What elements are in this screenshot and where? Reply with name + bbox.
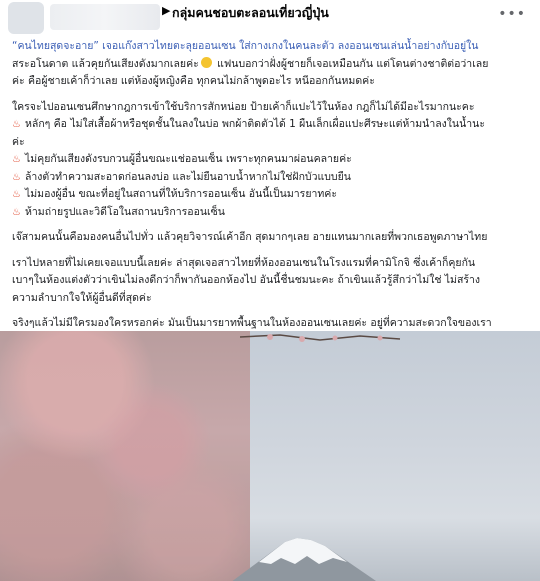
group-name-link[interactable]: กลุ่มคนชอบตะลอนเที่ยวญี่ปุ่น xyxy=(172,5,329,20)
post-line-text: หลักๆ คือ ไม่ใส่เสื้อผ้าหรือชุดชั้นในลงในบ่อ พกผ้าติดตัวได้ 1 ผืนเล็กเผื่อแปะศีรษะแต่ห้ามนำลงในน้ำนะ xyxy=(24,118,485,130)
post-paragraph xyxy=(12,99,532,222)
post-line xyxy=(12,151,532,169)
post-line: เราไปหลายที่ไม่เคยเจอแบบนี้เลยค่ะ ล่าสุดเจอสาวไทยที่ห้องออนเซนในโรงแรมที่คามิโกจิ ซึ่งเค้าก็คุยกัน xyxy=(12,256,476,269)
post-line: ใครจะไปออนเซนศึกษากฎการเข้าใช้บริการสักหน่อย ป้ายเค้าก็แปะไว้ในห้อง กฎก็ไม่ได้มีอะไรมากนะคะ xyxy=(12,100,475,113)
chevron-right-icon: ▶ xyxy=(162,4,171,17)
post-line xyxy=(12,38,532,56)
post-line-text: “คนไทยสุดจะอาย” เจอแก๊งสาวไทยตะลุยออนเซน ใส่กางเกงในคนละตัว ลงออนเซนเล่นน้ำอย่างกับอยู่ใน xyxy=(12,40,479,52)
post-line-text: แฟนบอกว่าฝั่งผู้ชายก็เจอเหมือนกัน แต่โดนต่างชาติต่อว่าเลย xyxy=(213,57,489,70)
post-line xyxy=(12,204,532,222)
hot-springs-icon: ♨ xyxy=(12,171,21,183)
post-line xyxy=(12,186,532,204)
hot-springs-icon: ♨ xyxy=(12,206,21,218)
post-line: จริงๆแล้วไม่มีใครมองใครหรอกค่ะ มันเป็นมารยาทพื้นฐานในห้องออนเซนเลยค่ะ อยู่ที่ความสะดวกใจของเรา xyxy=(12,317,492,329)
post-line xyxy=(12,56,532,74)
blossom-branch xyxy=(240,331,420,371)
post-paragraph xyxy=(12,38,532,91)
cherry-blossom-tree xyxy=(0,331,250,581)
author-name-redacted[interactable] xyxy=(50,4,160,30)
post-line xyxy=(12,116,532,134)
post-text xyxy=(12,38,532,358)
post-line-text: ไม่มองผู้อื่น ขณะที่อยู่ในสถานที่ให้บริการออนเซ็น อันนี้เป็นมารยาทค่ะ xyxy=(24,188,337,200)
more-options-icon[interactable]: ••• xyxy=(498,6,526,22)
hot-springs-icon: ♨ xyxy=(12,119,21,130)
post-line-text: สระอโนดาต แล้วคุยกันเสียงดังมากเลยค่ะ xyxy=(12,57,199,70)
hot-springs-icon: ♨ xyxy=(12,189,21,200)
post-line-text: ล้างตัวทำความสะอาดก่อนลงบ่อ และไม่ยืนอาบน้ำหากไม่ใช่ฝักบัวแบบยืน xyxy=(24,170,351,183)
mount-fuji xyxy=(215,534,395,581)
smiling-emoji-icon xyxy=(201,57,212,68)
post-line xyxy=(12,169,532,187)
post-paragraph xyxy=(12,229,532,247)
post-line-text: ห้ามถ่ายรูปและวิดีโอในสถานบริการออนเซ็น xyxy=(24,205,225,218)
hot-springs-icon: ♨ xyxy=(12,154,21,165)
post-line: ความลำบากใจให้ผู้อื่นดีที่สุดค่ะ xyxy=(12,291,152,304)
post-line: เบาๆในห้องแต่งตัวว่าเขินไม่ลงดีกว่าก็พากันออกห้องไป อันนี้ชื่นชมนะคะ ถ้าเขินแล้วรู้สึกว่าไม่ใช่ ไม่สร้าง xyxy=(12,274,481,286)
post-header xyxy=(0,0,540,36)
post-line: ค่ะ xyxy=(12,135,25,148)
post-line: เจ๊สามคนนั้นคือมองคนอื่นไปทั่ว แล้วคุยวิจารณ์เค้าอีก สุดมากๆเลย อายแทนมากเลยที่พวกเธอพูดภาษาไทย xyxy=(12,231,488,243)
post-photo[interactable] xyxy=(0,331,540,581)
post-line: ค่ะ คือผู้ชายเค้าก็ว่าเลย แต่ห้องผู้หญิงคือ ทุกคนไม่กล้าพูดอะไร หนีออกกันหมดค่ะ xyxy=(12,75,375,87)
post-paragraph xyxy=(12,255,532,308)
avatar[interactable] xyxy=(8,2,44,34)
post-line-text: ไม่คุยกันเสียงดังรบกวนผู้อื่นขณะแช่ออนเซ็น เพราะทุกคนมาผ่อนคลายค่ะ xyxy=(24,153,352,165)
